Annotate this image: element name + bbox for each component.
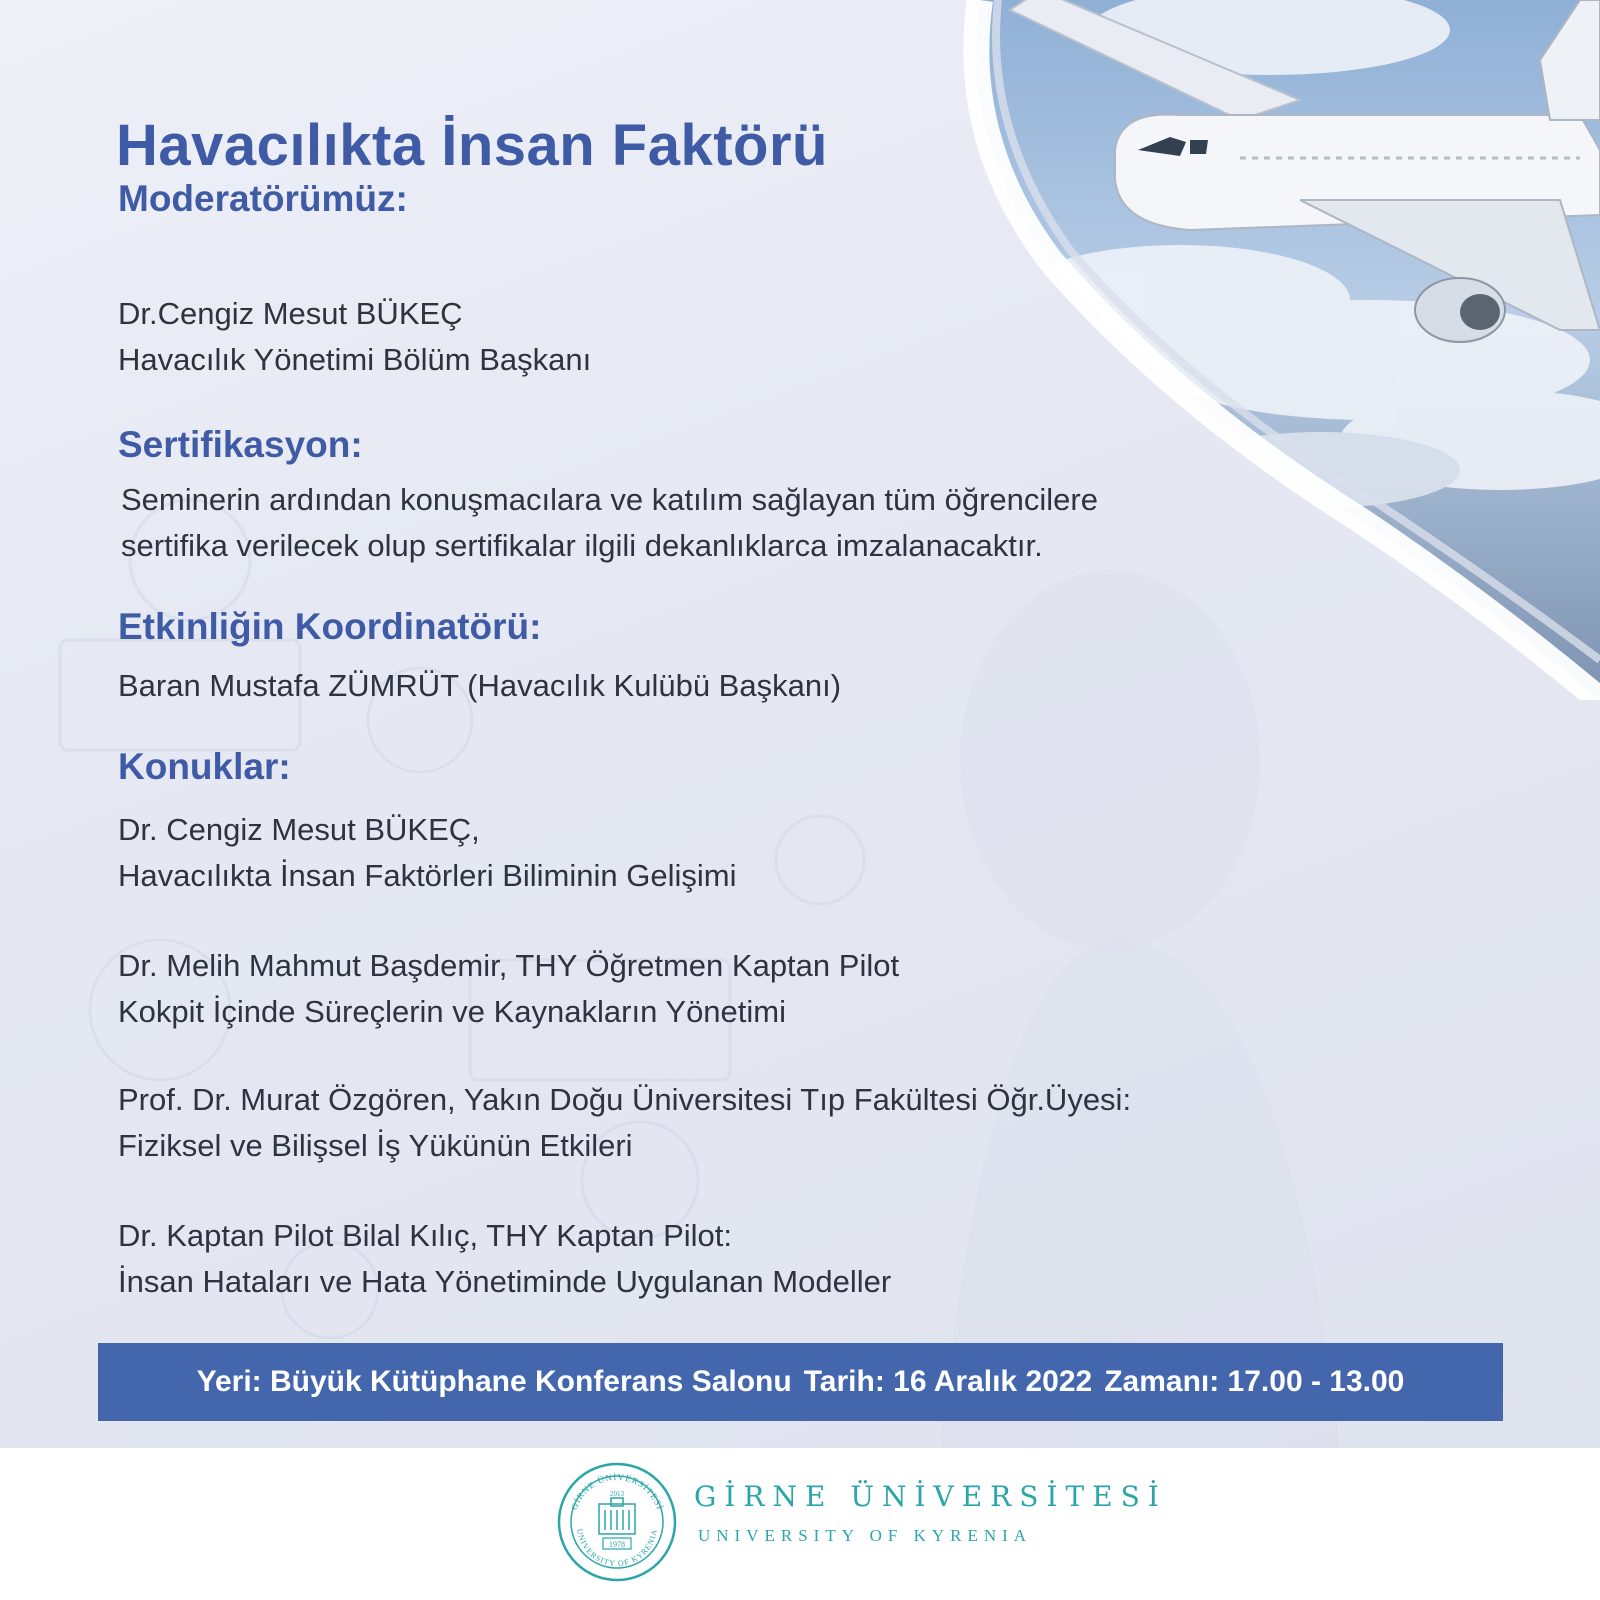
seal-top-text: GİRNE ÜNİVERSİTESİ xyxy=(568,1471,666,1512)
university-seal-icon xyxy=(555,1460,679,1584)
coordinator-name: Baran Mustafa ZÜMRÜT (Havacılık Kulübü Başkanı) xyxy=(118,668,842,703)
guest-2-topic: Kokpit İçinde Süreçlerin ve Kaynakların Yönetimi xyxy=(118,994,786,1029)
airplane-hero-image xyxy=(940,0,1600,700)
event-date: Tarih: 16 Aralık 2022 xyxy=(803,1365,1093,1398)
moderator-name: Dr.Cengiz Mesut BÜKEÇ xyxy=(118,296,463,331)
university-logo-area xyxy=(0,1448,1600,1600)
page-title: Havacılıkta İnsan Faktörü xyxy=(116,113,828,178)
seal-bottom-text: UNIVERSITY OF KYRENIA xyxy=(575,1528,659,1569)
certification-text-line-1: Seminerin ardından konuşmacılara ve katılım sağlayan tüm öğrencilere xyxy=(121,482,1098,517)
event-place: Yeri: Büyük Kütüphane Konferans Salonu xyxy=(196,1365,792,1398)
coordinator-heading: Etkinliğin Koordinatörü: xyxy=(118,606,542,647)
guests-heading: Konuklar: xyxy=(118,746,291,787)
event-info-bar xyxy=(98,1343,1503,1421)
guest-1-speaker: Dr. Cengiz Mesut BÜKEÇ, xyxy=(118,812,480,847)
certification-heading: Sertifikasyon: xyxy=(118,424,363,465)
guest-2-speaker: Dr. Melih Mahmut Başdemir, THY Öğretmen Kaptan Pilot xyxy=(118,948,900,983)
guest-1-topic: Havacılıkta İnsan Faktörleri Biliminin Gelişimi xyxy=(118,858,737,893)
guest-3-topic: Fiziksel ve Bilişsel İş Yükünün Etkileri xyxy=(118,1128,633,1163)
certification-text-line-2: sertifika verilecek olup sertifikalar ilgili dekanlıklarca imzalanacaktır. xyxy=(121,528,1043,563)
event-time: Zamanı: 17.00 - 13.00 xyxy=(1104,1365,1405,1398)
university-name: GİRNE ÜNİVERSİTESİ xyxy=(694,1480,1167,1513)
seal-year-bottom: 1978 xyxy=(609,1540,625,1549)
moderator-heading: Moderatörümüz: xyxy=(118,178,408,219)
seal-year-top: 2013 xyxy=(610,1490,624,1498)
guest-3-speaker: Prof. Dr. Murat Özgören, Yakın Doğu Üniversitesi Tıp Fakültesi Öğr.Üyesi: xyxy=(118,1082,1132,1117)
guest-4-topic: İnsan Hataları ve Hata Yönetiminde Uygulanan Modeller xyxy=(118,1264,892,1299)
university-name-english: UNIVERSITY OF KYRENIA xyxy=(698,1526,1033,1545)
moderator-title: Havacılık Yönetimi Bölüm Başkanı xyxy=(118,342,592,377)
guest-4-speaker: Dr. Kaptan Pilot Bilal Kılıç, THY Kaptan Pilot: xyxy=(118,1218,732,1253)
